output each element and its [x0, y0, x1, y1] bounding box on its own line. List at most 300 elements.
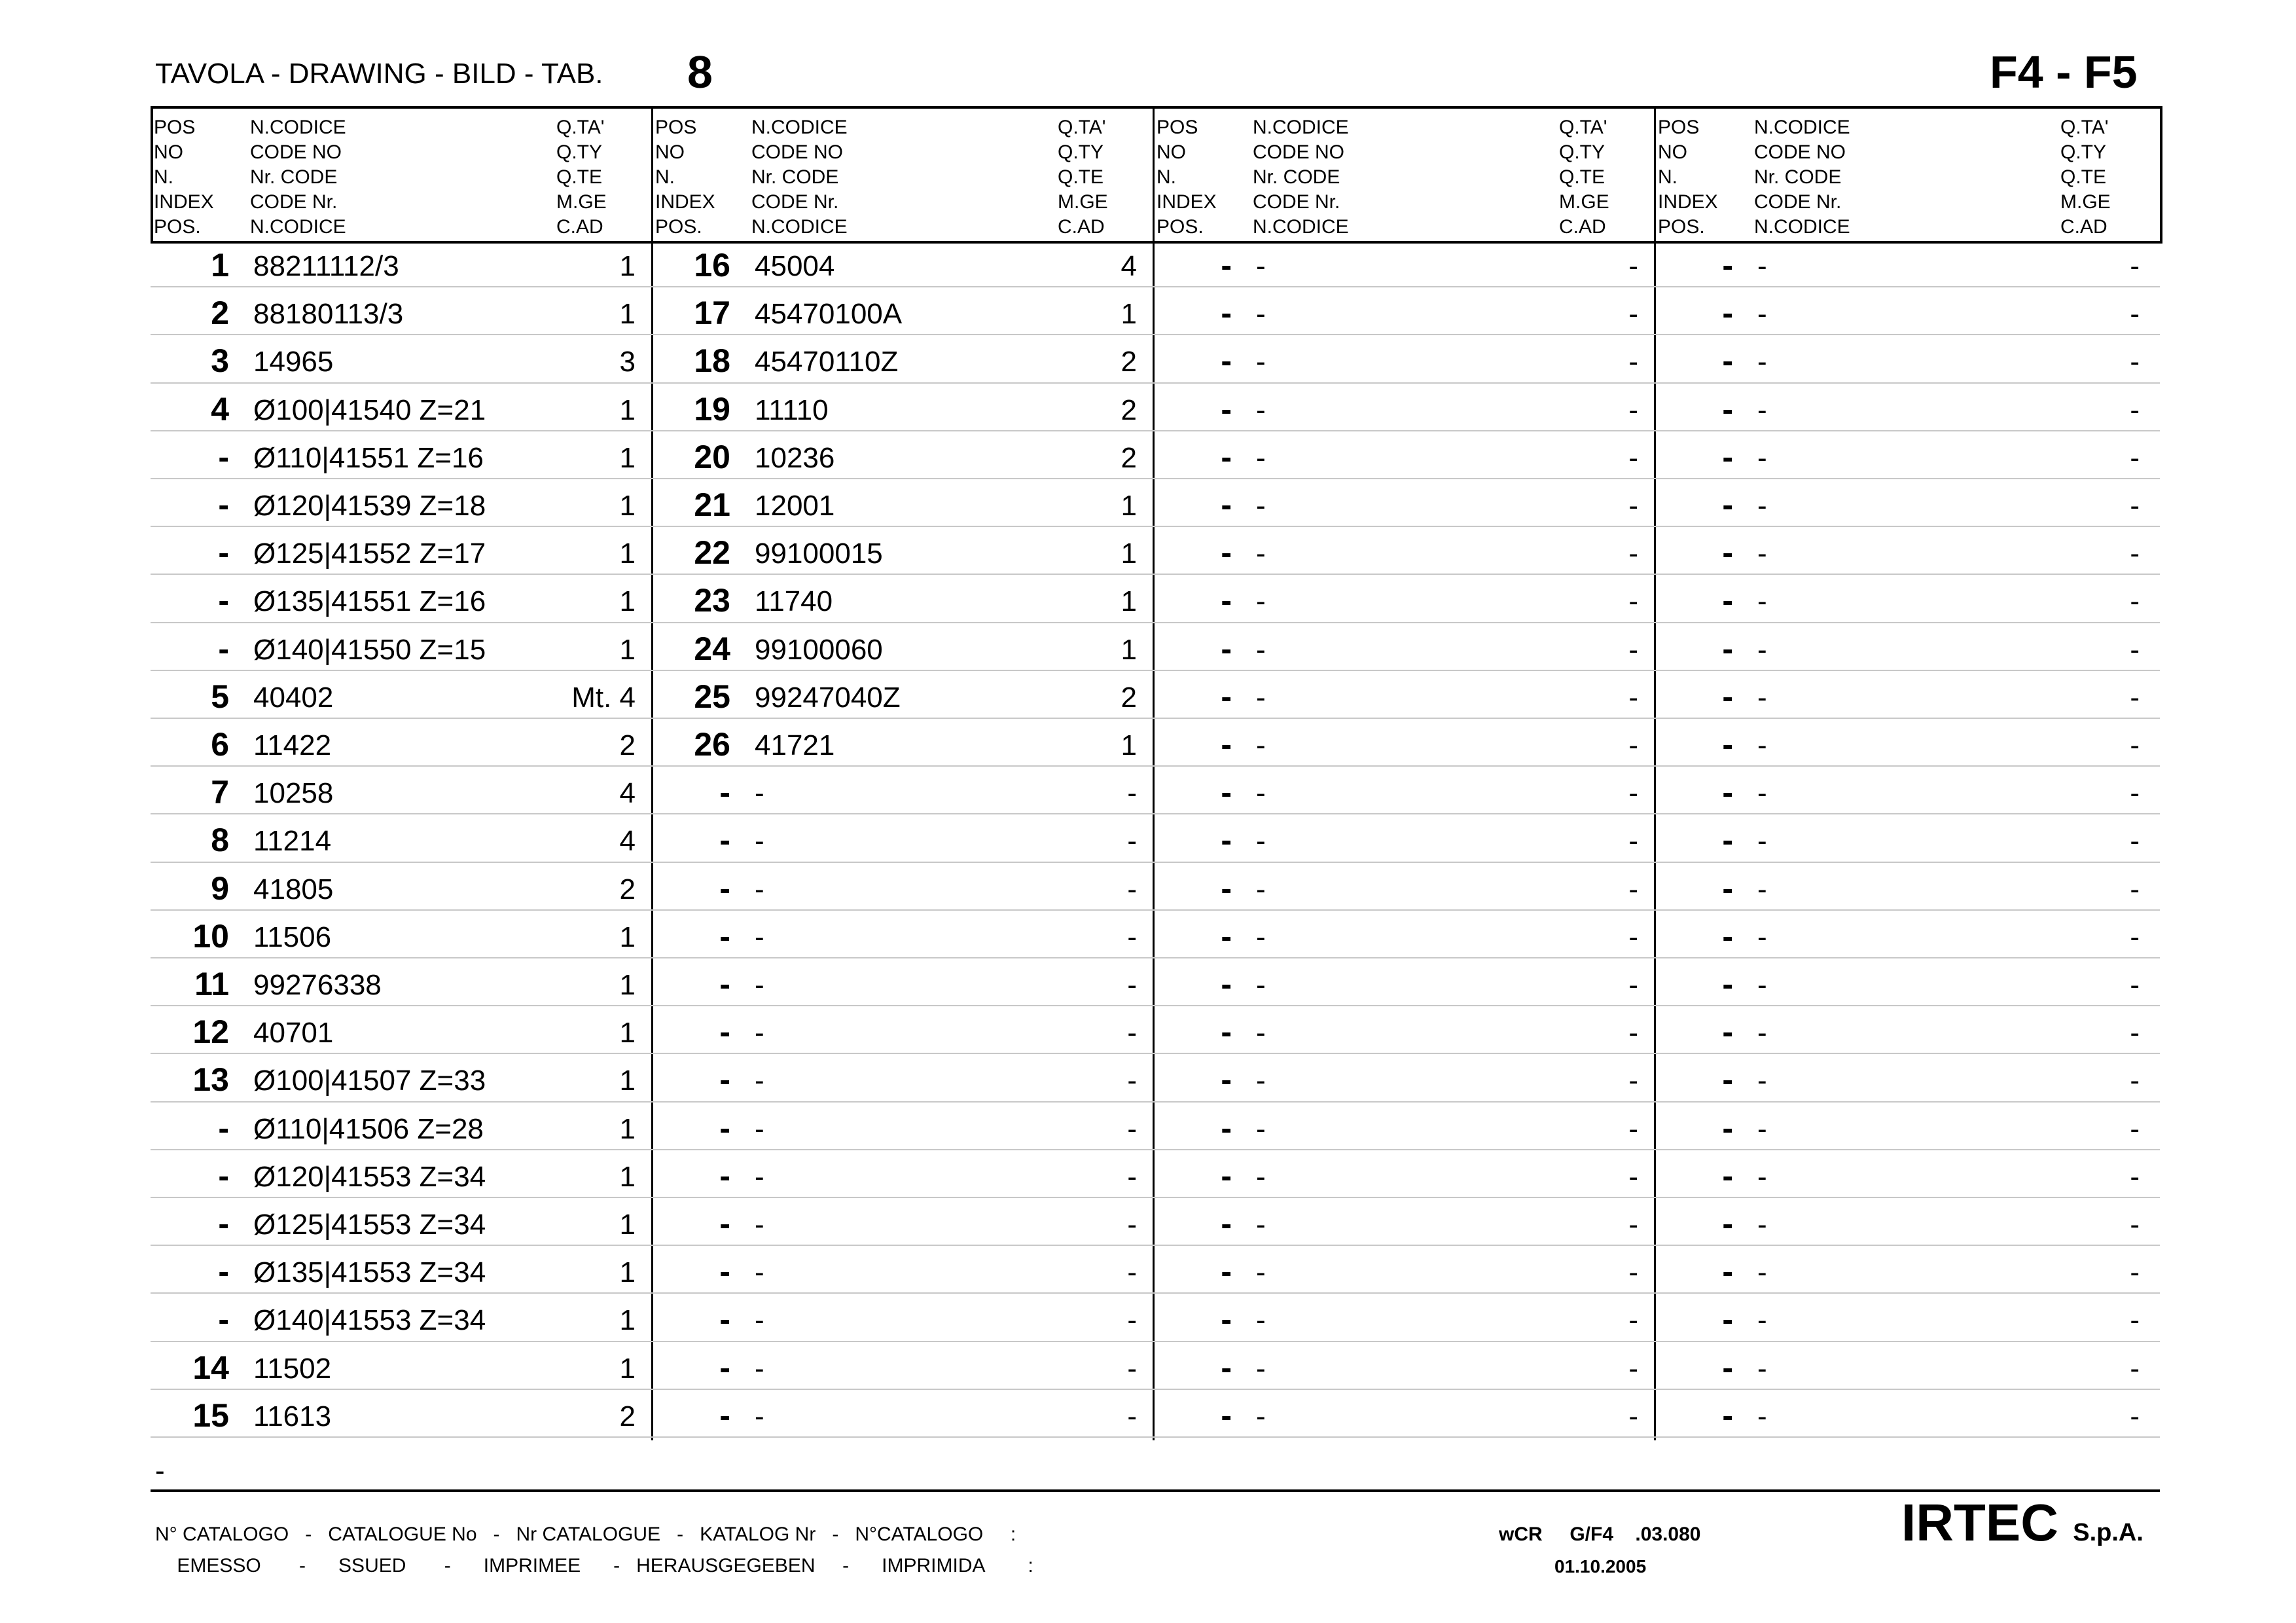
- row-separator: [151, 1053, 2160, 1054]
- position-number: 26: [694, 726, 730, 763]
- position-number: 10: [192, 917, 229, 955]
- quantity: -: [1127, 1400, 1137, 1432]
- position-number: -: [218, 1301, 229, 1338]
- table-row: [1153, 575, 1655, 623]
- position-number: -: [719, 917, 730, 955]
- quantity: -: [1127, 921, 1137, 953]
- table-note: -: [155, 1455, 165, 1487]
- table-row: [652, 431, 1153, 479]
- part-code: -: [1256, 298, 1266, 331]
- position-number: -: [1722, 247, 1733, 283]
- quantity: -: [2130, 681, 2140, 714]
- position-number: -: [1221, 390, 1232, 428]
- position-number: 3: [211, 342, 229, 380]
- table-row: [1153, 1390, 1655, 1438]
- row-separator: [151, 909, 2160, 911]
- table-row: [652, 1342, 1153, 1390]
- table-row: [652, 1150, 1153, 1198]
- quantity: 1: [1121, 538, 1137, 570]
- table-row: [1655, 1150, 2156, 1198]
- part-code: -: [755, 1065, 764, 1097]
- quantity: -: [2130, 1400, 2140, 1432]
- position-number: -: [218, 1157, 229, 1194]
- position-number: 4: [211, 390, 229, 428]
- table-row: [151, 240, 652, 287]
- part-code: 99276338: [253, 969, 382, 1001]
- table-row: [1655, 1246, 2156, 1294]
- position-number: 23: [694, 582, 730, 619]
- table-row: [151, 863, 652, 911]
- catalogue-line: N° CATALOGO - CATALOGUE No - Nr CATALOGUE - KATALOG Nr - N°CATALOGO :: [155, 1523, 1016, 1545]
- quantity: -: [1127, 1112, 1137, 1145]
- table-row: [1655, 335, 2156, 383]
- part-code: -: [755, 969, 764, 1001]
- position-number: -: [218, 438, 229, 475]
- position-number: -: [1221, 438, 1232, 475]
- part-code: Ø140|41553 Z=34: [253, 1304, 486, 1337]
- part-code: 40701: [253, 1017, 334, 1049]
- position-number: -: [1221, 342, 1232, 380]
- position-number: 8: [211, 822, 229, 859]
- part-code: -: [1256, 681, 1266, 714]
- position-number: -: [1722, 869, 1733, 907]
- part-code: 11214: [253, 825, 332, 858]
- part-code: Ø110|41506 Z=28: [253, 1112, 484, 1145]
- parts-table: [151, 106, 2160, 1440]
- position-number: -: [1221, 1396, 1232, 1434]
- part-code: Ø135|41553 Z=34: [253, 1256, 486, 1289]
- position-number: -: [1221, 247, 1232, 283]
- part-code: -: [1256, 1065, 1266, 1097]
- part-code: 11422: [253, 729, 332, 761]
- position-number: 17: [694, 295, 730, 332]
- part-code: 41721: [755, 729, 835, 761]
- table-row: [1153, 863, 1655, 911]
- position-number: 5: [211, 678, 229, 715]
- position-number: 18: [694, 342, 730, 380]
- table-row: [1153, 1198, 1655, 1246]
- part-code: -: [1757, 298, 1767, 331]
- position-number: 25: [694, 678, 730, 715]
- table-row: [1153, 527, 1655, 575]
- quantity: -: [1127, 1160, 1137, 1193]
- table-row: [1153, 671, 1655, 719]
- part-code: Ø110|41551 Z=16: [253, 441, 484, 474]
- position-number: -: [1722, 1013, 1733, 1051]
- table-row: [151, 958, 652, 1006]
- table-row: [1655, 527, 2156, 575]
- part-code: -: [755, 1112, 764, 1145]
- header-pos: POS NO N. INDEX POS.: [1658, 117, 1718, 238]
- quantity: -: [2130, 1352, 2140, 1385]
- quantity: 1: [1121, 633, 1137, 666]
- part-code: -: [1256, 1112, 1266, 1145]
- table-row: [1153, 911, 1655, 958]
- row-separator: [151, 286, 2160, 287]
- catalogue-code: wCR G/F4 .03.080: [1499, 1523, 1701, 1545]
- part-code: -: [1256, 346, 1266, 378]
- position-number: -: [1221, 630, 1232, 667]
- quantity: -: [1628, 1017, 1638, 1049]
- quantity: -: [2130, 825, 2140, 858]
- part-code: -: [1256, 441, 1266, 474]
- part-code: -: [1757, 969, 1767, 1001]
- position-number: -: [719, 1301, 730, 1338]
- position-number: -: [719, 869, 730, 907]
- table-row: [1655, 958, 2156, 1006]
- position-number: 20: [694, 438, 730, 475]
- part-code: -: [1757, 1209, 1767, 1241]
- issue-date: 01.10.2005: [1554, 1556, 1647, 1577]
- position-number: -: [1722, 822, 1733, 859]
- quantity: 3: [619, 346, 636, 378]
- part-code: -: [1256, 921, 1266, 953]
- position-number: -: [1722, 726, 1733, 763]
- part-code: Ø125|41553 Z=34: [253, 1209, 486, 1241]
- part-code: -: [1757, 1256, 1767, 1289]
- quantity: 1: [619, 1352, 636, 1385]
- part-code: -: [1757, 1112, 1767, 1145]
- table-row: [652, 479, 1153, 527]
- table-row: [1153, 287, 1655, 335]
- position-number: -: [1221, 869, 1232, 907]
- table-row: [1655, 1390, 2156, 1438]
- table-row: [1153, 719, 1655, 767]
- issued-line: EMESSO - SSUED - IMPRIMEE - HERAUSGEGEBEN - IMPRIMIDA :: [155, 1555, 1033, 1577]
- column-header: [652, 115, 1153, 240]
- table-row: [151, 814, 652, 862]
- part-code: -: [1256, 825, 1266, 858]
- row-separator: [151, 1005, 2160, 1006]
- quantity: -: [2130, 1112, 2140, 1145]
- table-row: [1153, 767, 1655, 814]
- quantity: -: [2130, 298, 2140, 331]
- position-number: -: [1722, 295, 1733, 332]
- header-pos: POS NO N. INDEX POS.: [154, 117, 214, 238]
- table-row: [151, 431, 652, 479]
- quantity: -: [1628, 490, 1638, 522]
- quantity: 1: [619, 1304, 636, 1337]
- column-header: [151, 115, 652, 240]
- table-row: [652, 1103, 1153, 1150]
- part-code: -: [1757, 1160, 1767, 1193]
- part-code: -: [1757, 1017, 1767, 1049]
- quantity: -: [1628, 538, 1638, 570]
- quantity: -: [1628, 298, 1638, 331]
- brand-name: IRTEC: [1901, 1493, 2058, 1552]
- table-row: [151, 1054, 652, 1102]
- table-row: [151, 1390, 652, 1438]
- position-number: 24: [694, 630, 730, 667]
- part-code: -: [1757, 250, 1767, 282]
- table-row: [652, 719, 1153, 767]
- position-number: -: [1221, 678, 1232, 715]
- table-row: [652, 863, 1153, 911]
- position-number: -: [1722, 390, 1733, 428]
- quantity: -: [1628, 633, 1638, 666]
- table-row: [1655, 1294, 2156, 1341]
- part-code: 40402: [253, 681, 334, 714]
- footer-divider: [151, 1489, 2160, 1492]
- table-row: [1655, 575, 2156, 623]
- position-number: -: [1722, 1157, 1733, 1194]
- table-row: [1153, 240, 1655, 287]
- quantity: -: [1628, 777, 1638, 810]
- position-number: -: [218, 630, 229, 667]
- table-row: [151, 767, 652, 814]
- table-row: [652, 814, 1153, 862]
- quantity: -: [2130, 633, 2140, 666]
- table-number: 8: [687, 46, 713, 98]
- part-code: -: [755, 1017, 764, 1049]
- column-header: [1153, 115, 1655, 240]
- quantity: -: [1628, 873, 1638, 905]
- position-number: -: [1722, 1349, 1733, 1386]
- row-separator: [151, 718, 2160, 719]
- quantity: -: [2130, 777, 2140, 810]
- table-row: [1655, 1054, 2156, 1102]
- quantity: 4: [1121, 250, 1137, 282]
- part-code: Ø120|41553 Z=34: [253, 1160, 486, 1193]
- quantity: -: [1628, 250, 1638, 282]
- position-number: -: [1722, 1396, 1733, 1434]
- part-code: 88211112/3: [253, 250, 399, 282]
- table-row: [1655, 384, 2156, 431]
- part-code: -: [755, 777, 764, 810]
- quantity: -: [1127, 1017, 1137, 1049]
- position-number: -: [1221, 822, 1232, 859]
- position-number: -: [719, 1061, 730, 1099]
- part-code: Ø100|41507 Z=33: [253, 1065, 486, 1097]
- quantity: -: [2130, 250, 2140, 282]
- position-number: -: [1221, 582, 1232, 619]
- part-code: 11502: [253, 1352, 332, 1385]
- row-separator: [151, 813, 2160, 814]
- part-code: 45470100A: [755, 298, 903, 331]
- part-code: 11740: [755, 585, 833, 618]
- part-code: 11110: [755, 393, 829, 426]
- part-code: 45004: [755, 250, 835, 282]
- part-code: -: [1256, 1160, 1266, 1193]
- part-code: Ø120|41539 Z=18: [253, 490, 486, 522]
- table-row: [1153, 1246, 1655, 1294]
- brand-logo: [1901, 1493, 2144, 1553]
- column-header: [1655, 115, 2156, 240]
- table-row: [652, 527, 1153, 575]
- quantity: 1: [1121, 585, 1137, 618]
- table-row: [1655, 287, 2156, 335]
- position-number: -: [1722, 678, 1733, 715]
- row-separator: [151, 1292, 2160, 1294]
- table-row: [1655, 431, 2156, 479]
- position-number: 6: [211, 726, 229, 763]
- position-number: 11: [194, 966, 229, 1002]
- quantity: -: [1628, 825, 1638, 858]
- table-row: [652, 384, 1153, 431]
- part-code: Ø100|41540 Z=21: [253, 393, 486, 426]
- position-number: 16: [694, 247, 730, 283]
- part-code: -: [1757, 825, 1767, 858]
- quantity: -: [2130, 921, 2140, 953]
- part-code: -: [1256, 1017, 1266, 1049]
- part-code: -: [1256, 969, 1266, 1001]
- table-row: [652, 575, 1153, 623]
- table-row: [652, 623, 1153, 671]
- position-number: -: [1722, 917, 1733, 955]
- part-code: -: [1757, 1352, 1767, 1385]
- row-separator: [151, 1101, 2160, 1103]
- part-code: -: [1757, 538, 1767, 570]
- position-number: -: [719, 1349, 730, 1386]
- position-number: -: [1221, 917, 1232, 955]
- part-code: -: [1757, 873, 1767, 905]
- part-code: -: [755, 1160, 764, 1193]
- position-number: -: [218, 582, 229, 619]
- position-number: -: [1722, 1253, 1733, 1290]
- position-number: -: [1221, 726, 1232, 763]
- table-row: [652, 335, 1153, 383]
- table-row: [1153, 1103, 1655, 1150]
- position-number: -: [1722, 534, 1733, 572]
- table-row: [151, 671, 652, 719]
- quantity: 1: [619, 1017, 636, 1049]
- quantity: -: [2130, 393, 2140, 426]
- table-row: [1655, 767, 2156, 814]
- table-row: [652, 1246, 1153, 1294]
- quantity: -: [1628, 1112, 1638, 1145]
- table-row: [1655, 1198, 2156, 1246]
- table-row: [1153, 1054, 1655, 1102]
- table-row: [1655, 1342, 2156, 1390]
- position-number: -: [1221, 966, 1232, 1002]
- quantity: -: [1628, 1160, 1638, 1193]
- position-number: -: [719, 966, 730, 1002]
- part-code: -: [1256, 1256, 1266, 1289]
- table-row: [151, 1246, 652, 1294]
- position-number: -: [1722, 774, 1733, 811]
- part-code: -: [755, 1400, 764, 1432]
- part-code: Ø125|41552 Z=17: [253, 538, 486, 570]
- table-row: [151, 527, 652, 575]
- row-separator: [151, 670, 2160, 671]
- table-row: [652, 1054, 1153, 1102]
- header-code: N.CODICE CODE NO Nr. CODE CODE Nr. N.CODICE: [1754, 117, 1850, 238]
- part-code: -: [1757, 490, 1767, 522]
- part-code: 12001: [755, 490, 835, 522]
- table-row: [1153, 431, 1655, 479]
- quantity: 1: [619, 921, 636, 953]
- part-code: 10258: [253, 777, 334, 810]
- quantity: -: [1628, 969, 1638, 1001]
- position-number: -: [1221, 1061, 1232, 1099]
- quantity: -: [1628, 346, 1638, 378]
- table-row: [151, 479, 652, 527]
- table-row: [652, 767, 1153, 814]
- row-separator: [151, 574, 2160, 575]
- quantity: -: [1628, 921, 1638, 953]
- position-number: -: [1722, 1205, 1733, 1242]
- part-code: -: [1757, 1400, 1767, 1432]
- part-code: -: [1757, 921, 1767, 953]
- position-number: -: [1221, 1301, 1232, 1338]
- part-code: -: [755, 1304, 764, 1337]
- table-row: [151, 623, 652, 671]
- quantity: 1: [619, 1256, 636, 1289]
- table-row: [1655, 863, 2156, 911]
- row-separator: [151, 622, 2160, 623]
- part-code: -: [1757, 729, 1767, 761]
- part-code: -: [1256, 777, 1266, 810]
- quantity: 2: [619, 873, 636, 905]
- quantity: -: [1628, 1209, 1638, 1241]
- part-code: -: [1256, 490, 1266, 522]
- position-number: 1: [211, 247, 229, 283]
- position-number: -: [1722, 630, 1733, 667]
- row-separator: [151, 1389, 2160, 1390]
- drawing-title: TAVOLA - DRAWING - BILD - TAB.: [155, 58, 603, 90]
- part-code: 99100060: [755, 633, 883, 666]
- quantity: 1: [619, 298, 636, 331]
- part-code: 88180113/3: [253, 298, 404, 331]
- position-number: -: [1722, 438, 1733, 475]
- quantity: 1: [619, 250, 636, 282]
- part-code: 11613: [253, 1400, 332, 1432]
- quantity: -: [1127, 969, 1137, 1001]
- row-separator: [151, 1245, 2160, 1246]
- table-row: [1153, 1342, 1655, 1390]
- quantity: -: [1628, 393, 1638, 426]
- quantity: 1: [619, 393, 636, 426]
- table-row: [151, 384, 652, 431]
- position-number: -: [1221, 1013, 1232, 1051]
- quantity: -: [2130, 1304, 2140, 1337]
- position-number: -: [719, 1013, 730, 1051]
- part-code: -: [755, 825, 764, 858]
- table-row: [652, 1390, 1153, 1438]
- quantity: 4: [619, 777, 636, 810]
- model-label: F4 - F5: [1990, 46, 2138, 98]
- part-code: Ø140|41550 Z=15: [253, 633, 486, 666]
- header-pos: POS NO N. INDEX POS.: [1157, 117, 1217, 238]
- quantity: -: [2130, 538, 2140, 570]
- quantity: 1: [619, 633, 636, 666]
- brand-suffix: S.p.A.: [2073, 1519, 2144, 1546]
- quantity: -: [1628, 1352, 1638, 1385]
- header-qty: Q.TA' Q.TY Q.TE M.GE C.AD: [1559, 117, 1609, 238]
- position-number: 19: [694, 390, 730, 428]
- row-separator: [151, 862, 2160, 863]
- part-code: -: [1256, 585, 1266, 618]
- table-row: [151, 1294, 652, 1341]
- row-separator: [151, 1149, 2160, 1150]
- quantity: -: [2130, 585, 2140, 618]
- quantity: -: [1628, 1065, 1638, 1097]
- part-code: -: [1757, 585, 1767, 618]
- part-code: 45470110Z: [755, 346, 899, 378]
- quantity: -: [2130, 1209, 2140, 1241]
- table-row: [1655, 911, 2156, 958]
- table-row: [1153, 958, 1655, 1006]
- quantity: -: [1127, 825, 1137, 858]
- position-number: -: [1722, 966, 1733, 1002]
- part-code: -: [1757, 441, 1767, 474]
- position-number: -: [719, 1157, 730, 1194]
- position-number: -: [1722, 486, 1733, 523]
- table-row: [652, 287, 1153, 335]
- quantity: -: [1628, 1256, 1638, 1289]
- position-number: -: [1221, 1253, 1232, 1290]
- quantity: -: [1127, 1209, 1137, 1241]
